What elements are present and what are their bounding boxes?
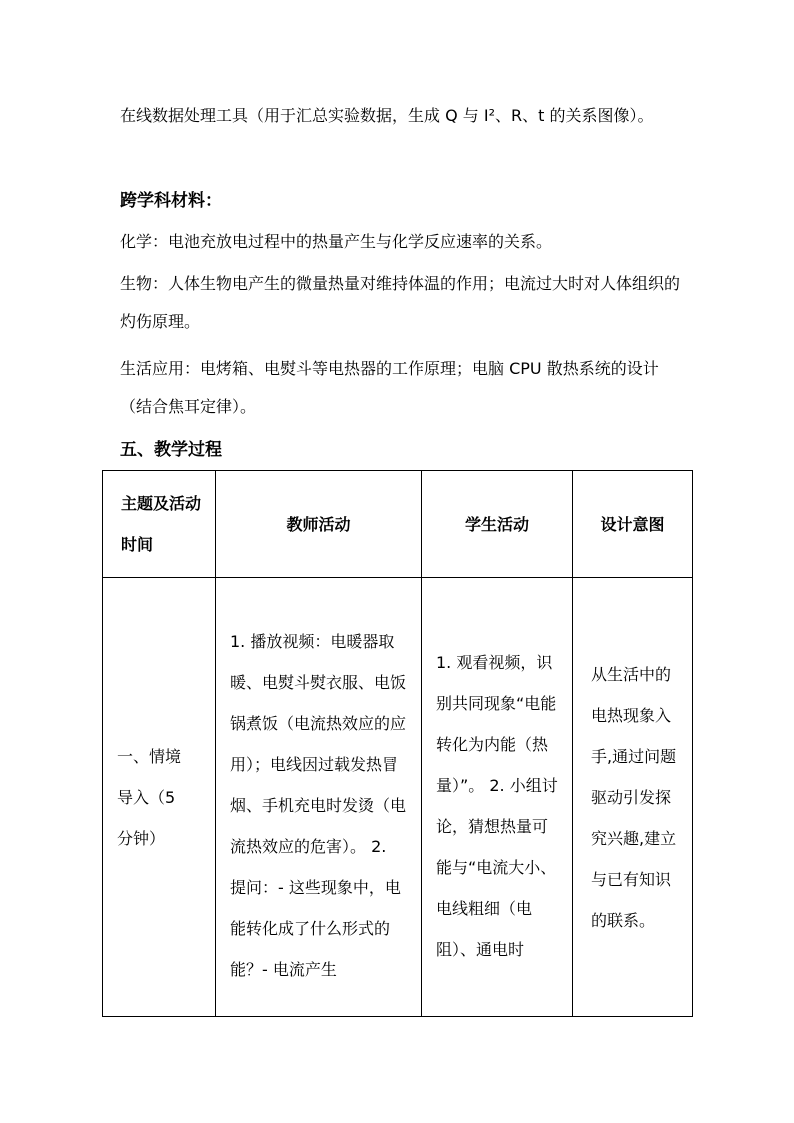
- teacher-text: 1. 播放视频：电暖器取暖、电熨斗熨衣服、电饭锅煮饭（电流热效应的应用）；电线因过载发热冒烟、手机充电时发烫（电流热效应的危害）。 2. 提问：- 这些现象中，电能转化成了什么形式的能？- 电流产生: [230, 632, 407, 979]
- table-row: [103, 578, 693, 1017]
- student-text: 1. 观看视频，识别共同现象“电能转化为内能（热量）”。 2. 小组讨论，猜想热量可能与“电流大小、电线粗细（电阻）、通电时: [436, 652, 558, 959]
- chemistry-paragraph: 化学：电池充放电过程中的热量产生与化学反应速率的关系。: [120, 232, 553, 251]
- header-teacher-activity: 教师活动: [216, 471, 422, 578]
- cell-student: [422, 578, 573, 1017]
- tools-paragraph: 在线数据处理工具（用于汇总实验数据，生成 Q 与 I²、R、t 的关系图像）。: [120, 106, 654, 125]
- section-heading: 五、教学过程: [120, 440, 222, 460]
- teaching-process-table: [102, 470, 693, 1017]
- header-topic-time: 主题及活动时间: [103, 471, 216, 578]
- cell-intent: [573, 578, 693, 1017]
- header-student-activity: 学生活动: [422, 471, 573, 578]
- cross-discipline-heading: 跨学科材料：: [120, 191, 222, 211]
- life-application-paragraph: 生活应用：电烤箱、电熨斗等电热器的工作原理；电脑 CPU 散热系统的设计（结合焦耳定律）。: [120, 359, 659, 416]
- cell-topic: [103, 578, 216, 1017]
- intent-text: 从生活中的电热现象入手,通过问题驱动引发探究兴趣,建立与已有知识的联系。: [591, 664, 677, 930]
- cell-teacher: [216, 578, 422, 1017]
- table-header-row: [103, 471, 693, 578]
- biology-paragraph: 生物：人体生物电产生的微量热量对维持体温的作用；电流过大时对人体组织的灼伤原理。: [120, 274, 681, 331]
- topic-text: 一、情境导入（5分钟）: [117, 746, 182, 848]
- header-design-intent: 设计意图: [573, 471, 693, 578]
